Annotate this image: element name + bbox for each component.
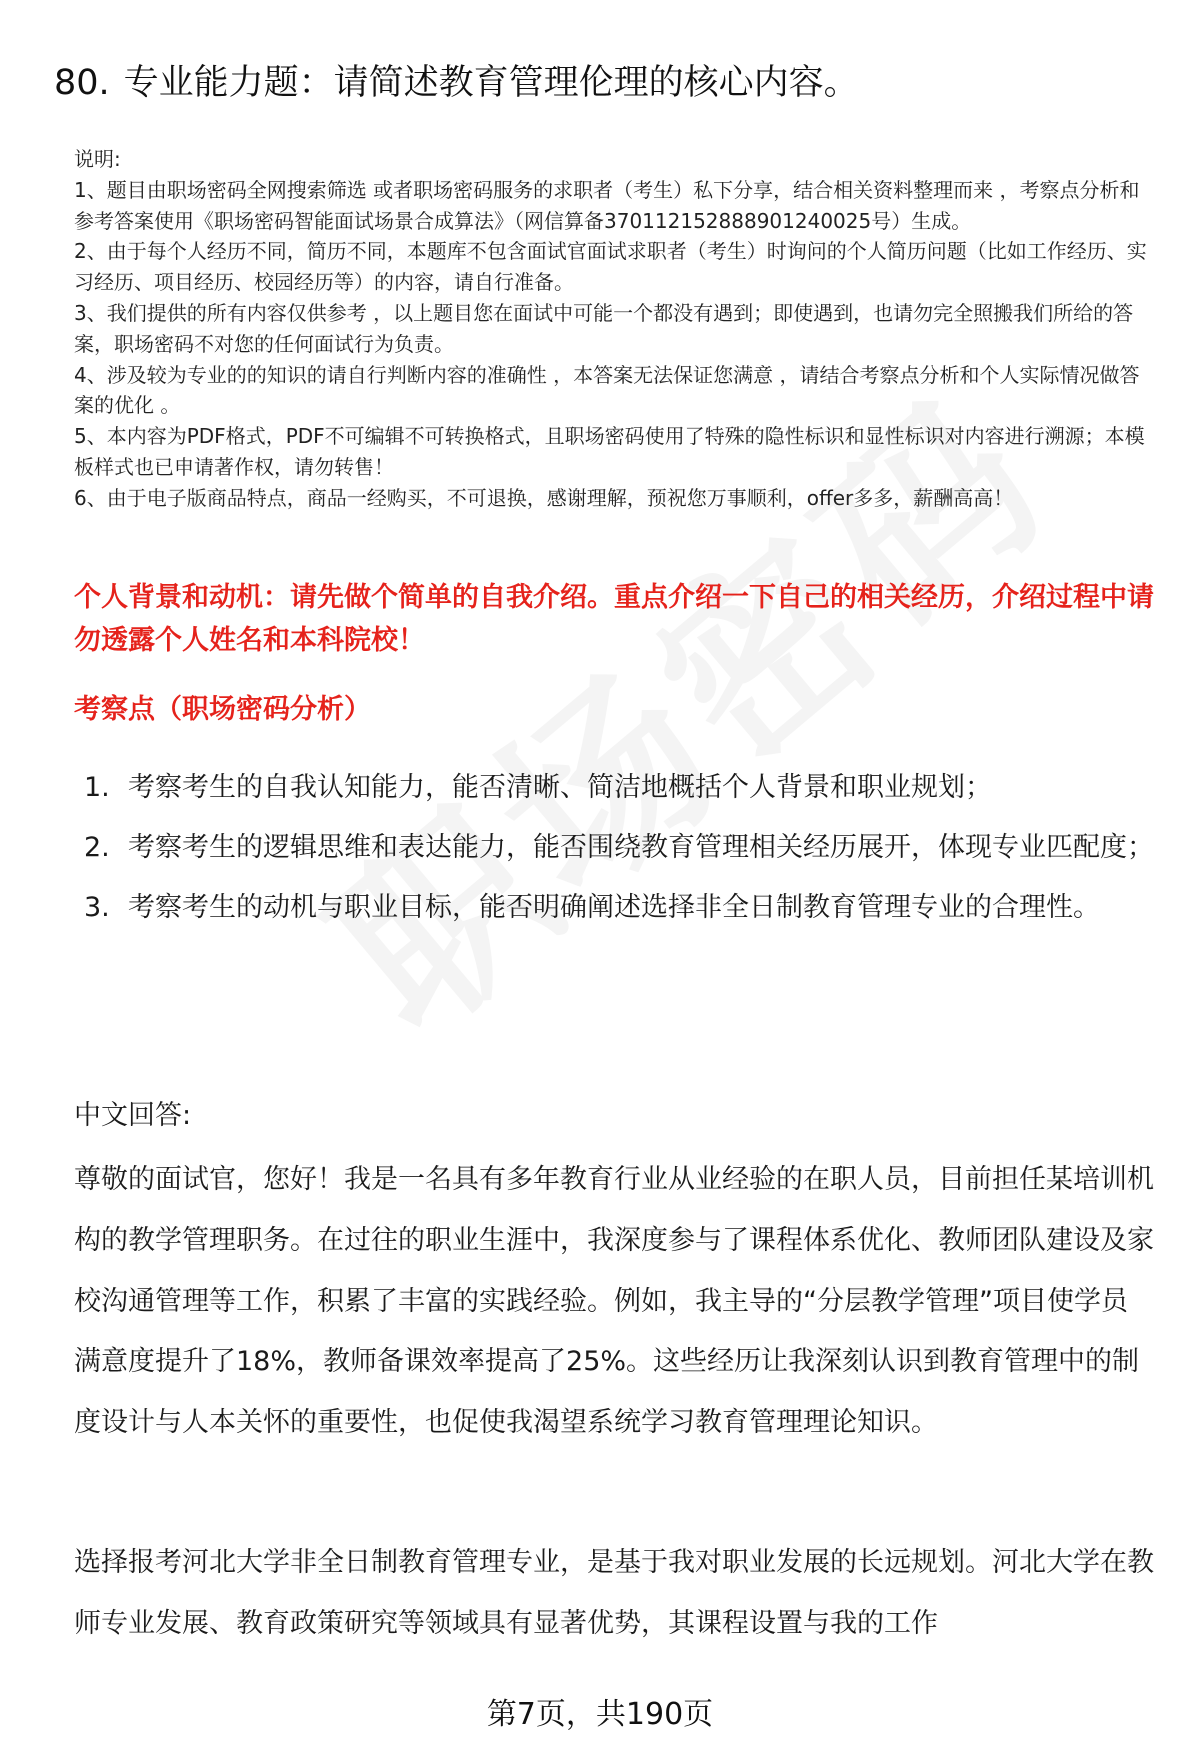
question-text: 专业能力题：请简述教育管理伦理的核心内容。: [123, 63, 859, 103]
list-item: [84, 878, 1154, 938]
answer-paragraph: 选择报考河北大学非全日制教育管理专业，是基于我对职业发展的长远规划。河北大学在教师专业发展、教育政策研究等领域具有显著优势，其课程设置与我的工作: [74, 1547, 1154, 1639]
section-heading: 个人背景和动机：请先做个简单的自我介绍。重点介绍一下自己的相关经历，介绍过程中请勿透露个人姓名和本科院校！: [74, 582, 1154, 656]
answer-label: 中文回答:: [74, 1100, 192, 1131]
answer-paragraph: 尊敬的面试官，您好！我是一名具有多年教育行业从业经验的在职人员，目前担任某培训机构的教学管理职务。在过往的职业生涯中，我深度参与了课程体系优化、教师团队建设及家校沟通管理等工作，积累了丰富的实践经验。例如，我主导的“分层教学管理”项目使学员满意度提升了18%，教师备课效率提高了25%。这些经历让我深刻认识到教育管理中的制度设计与人本关怀的重要性，也促使我渴望系统学习教育管理理论知识。: [74, 1164, 1154, 1439]
question-title: [54, 58, 859, 108]
note-item: 3、我们提供的所有内容仅供参考 ，以上题目您在面试中可能一个都没有遇到；即使遇到，也请勿完全照搬我们所给的答案，职场密码不对您的任何面试行为负责。: [74, 300, 1134, 356]
notes-block: [74, 144, 1154, 514]
note-item: 4、涉及较为专业的的知识的请自行判断内容的准确性 ，本答案无法保证您满意 ，请结合考察点分析和个人实际情况做答案的优化 。: [74, 362, 1140, 418]
note-item: 5、本内容为PDF格式，PDF不可编辑不可转换格式，且职场密码使用了特殊的隐性标识和显性标识对内容进行溯源；本模板样式也已申请著作权，请勿转售！: [74, 424, 1145, 479]
note-item: 2、由于每个人经历不同，简历不同，本题库不包含面试官面试求职者（考生）时询问的个人简历问题（比如工作经历、实习经历、项目经历、校园经历等）的内容，请自行准备。: [74, 239, 1147, 295]
list-item: [84, 758, 1154, 818]
list-item-number: 1.: [84, 772, 110, 803]
page-footer: 第7页，共190页: [486, 1697, 714, 1732]
list-item-number: 2.: [84, 832, 110, 863]
assessment-list: [84, 758, 1154, 938]
note-item: 6、由于电子版商品特点，商品一经购买，不可退换，感谢理解，预祝您万事顺利，offer多多，薪酬高高！: [74, 485, 1014, 510]
assessment-heading: 考察点（职场密码分析）: [74, 694, 371, 725]
question-number: 80.: [54, 63, 110, 103]
notes-heading: 说明:: [74, 147, 121, 171]
list-item-text: 考察考生的动机与职业目标，能否明确阐述选择非全日制教育管理专业的合理性。: [128, 892, 1100, 923]
list-item-number: 3.: [84, 892, 110, 923]
list-item-text: 考察考生的自我认知能力，能否清晰、简洁地概括个人背景和职业规划；: [128, 772, 992, 803]
note-item: 1、题目由职场密码全网搜索筛选 或者职场密码服务的求职者（考生）私下分享，结合相关资料整理而来 ，考察点分析和参考答案使用《职场密码智能面试场景合成算法》（网信算备370112152888901240025号）生成。: [74, 177, 1140, 233]
list-item-text: 考察考生的逻辑思维和表达能力，能否围绕教育管理相关经历展开，体现专业匹配度；: [128, 832, 1154, 863]
list-item: [84, 818, 1154, 878]
